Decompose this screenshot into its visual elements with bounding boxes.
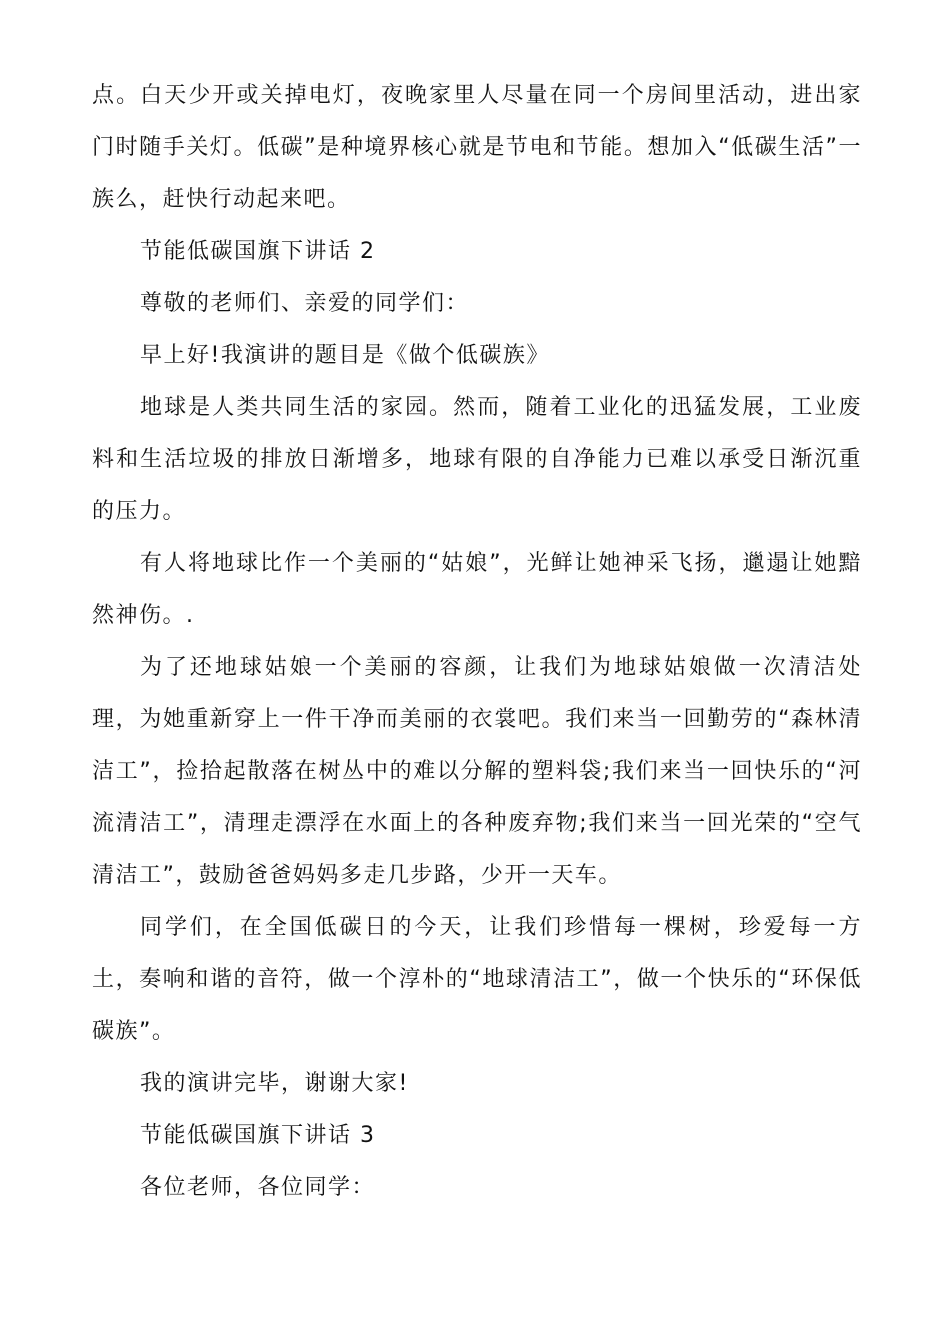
speech-title-line: 早上好!我演讲的题目是《做个低碳族》 [140,343,550,368]
paragraph-earth-girl: 有人将地球比作一个美丽的“姑娘”，光鲜让她神采飞扬，邋遢让她黯然神伤。. [92,551,862,628]
closing-line: 我的演讲完毕，谢谢大家! [140,1071,409,1096]
paragraph-earth-home: 地球是人类共同生活的家园。然而，随着工业化的迅猛发展，工业废料和生活垃圾的排放日渐增多，地球有限的自净能力已难以承受日渐沉重的压力。 [92,395,862,524]
paragraph-continuation: 点。白天少开或关掉电灯，夜晚家里人尽量在同一个房间里活动，进出家门时随手关灯。低碳”是种境界核心就是节电和节能。想加入“低碳生活”一族么，赶快行动起来吧。 [92,83,862,212]
salutation: 尊敬的老师们、亲爱的同学们： [140,291,470,316]
paragraph-cleaners: 为了还地球姑娘一个美丽的容颜，让我们为地球姑娘做一次清洁处理，为她重新穿上一件干净而美丽的衣裳吧。我们来当一回勤劳的“森林清洁工”，捡拾起散落在树丛中的难以分解的塑料袋;我们来当一回快乐的“河流清洁工”，清理走漂浮在水面上的各种废弃物;我们来当一回光荣的“空气清洁工”，鼓励爸爸妈妈多走几步路，少开一天车。 [92,655,862,888]
section-heading-2: 节能低碳国旗下讲话 2 [140,239,376,264]
paragraph-low-carbon-day: 同学们，在全国低碳日的今天，让我们珍惜每一棵树，珍爱每一方土，奏响和谐的音符，做一个淳朴的“地球清洁工”，做一个快乐的“环保低碳族”。 [92,915,862,1044]
document-body [92,70,862,1214]
section-heading-3: 节能低碳国旗下讲话 3 [140,1123,376,1148]
salutation-2: 各位老师，各位同学： [140,1175,376,1200]
